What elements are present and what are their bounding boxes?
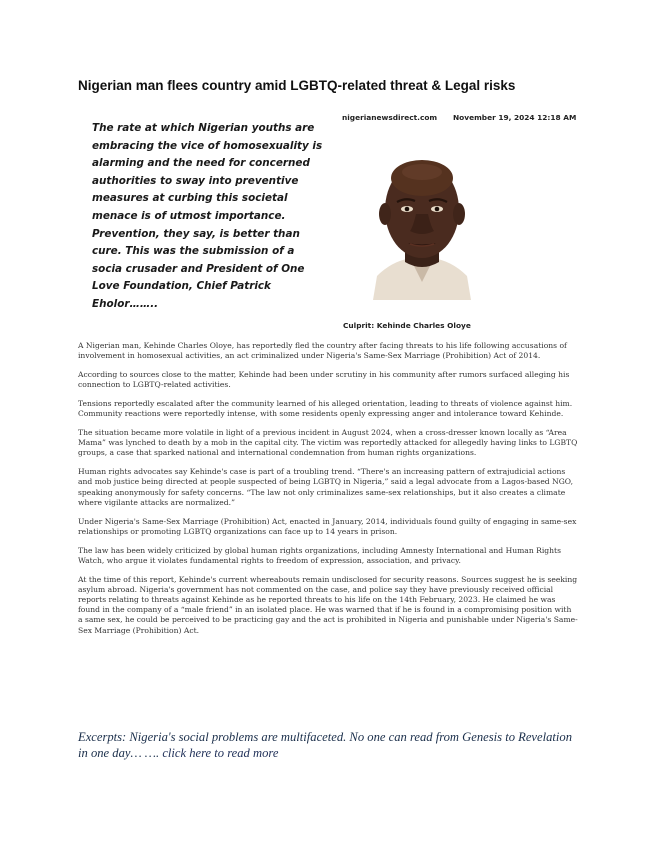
source-site: nigerianewsdirect.com: [342, 113, 438, 122]
body-paragraph: The situation became more volatile in light of a previous incident in August 2024, when a cross-dresser known locally as “Area Mama” was lynched to death by a mob in the capital city. The victim was reportedly attacked for allegedly having links to LGBTQ groups, a case that sparked national and international condemnation from human rights organizations.: [78, 428, 578, 458]
excerpt-text: Excerpts: Nigeria's social problems are multifaceted. No one can read from Genesis to Revelation in one day… ….: [78, 730, 572, 760]
publish-date: November 19, 2024 12:18 AM: [453, 113, 577, 122]
body-paragraph: According to sources close to the matter, Kehinde had been under scrutiny in his community after rumors surfaced alleging his connection to LGBTQ-related activities.: [78, 370, 570, 390]
body-paragraph: At the time of this report, Kehinde's current whereabouts remain undisclosed for security reasons. Sources suggest he is seeking asylum abroad. Nigeria's government has not commented on the case, and police say they have previously received official reports relating to threats against Kehinde as he reported threats to his life on the 14th February, 2023. He claimed he was found in the company of a “male friend” in an isolated place. He was warned that if he is found in a compromising position with a same sex, he could be perceived to be practicing gay and the act is prohibited in Nigeria and punishable under Nigeria's Same-Sex Marriage (Prohibition) Act.: [78, 574, 578, 635]
body-paragraph: Human rights advocates say Kehinde's case is part of a troubling trend. “There's an increasing pattern of extrajudicial actions and mob justice being directed at people suspected of being LGBTQ in Nigeria,” said a legal advocate from a Lagos-based NGO, speaking anonymously for safety concerns. “The law not only criminalizes same-sex relationships, but it also creates a climate where vigilante attacks are normalized.”: [78, 467, 573, 507]
body-paragraph: Under Nigeria's Same-Sex Marriage (Prohibition) Act, enacted in January, 2014, individuals found guilty of engaging in same-sex relationships or promoting LGBTQ organizations can face up to 14 years in prison.: [78, 516, 577, 536]
article-body: [78, 341, 578, 644]
photo-caption: Culprit: Kehinde Charles Oloye: [343, 321, 471, 330]
excerpt: [78, 729, 578, 761]
headline: Nigerian man flees country amid LGBTQ-related threat & Legal risks: [78, 78, 516, 93]
body-paragraph: The law has been widely criticized by global human rights organizations, including Amnesty International and Human Rights Watch, who argue it violates fundamental rights to freedom of expression, association, and privacy.: [78, 545, 561, 565]
pull-quote: The rate at which Nigerian youths are embracing the vice of homosexuality is alarming and the need for concerned authorities to sway into preventive measures at curbing this societal menace is of utmost importance. Prevention, they say, is better than cure. This was the submission of a socia crusader and President of One Love Foundation, Chief Patrick Eholor……..: [92, 122, 323, 310]
portrait-photo: [363, 148, 481, 300]
body-paragraph: Tensions reportedly escalated after the community learned of his alleged orientation, leading to threats of violence against him. Community reactions were reportedly intense, with some residents openly expressing anger and intolerance toward Kehinde.: [78, 399, 573, 419]
read-more-link[interactable]: click here to read more: [162, 746, 279, 760]
body-paragraph: A Nigerian man, Kehinde Charles Oloye, has reportedly fled the country after facing threats to his life following accusations of involvement in homosexual activities, an act criminalized under Nigeria's Same-Sex Marriage (Prohibition) Act of 2014.: [78, 341, 567, 361]
